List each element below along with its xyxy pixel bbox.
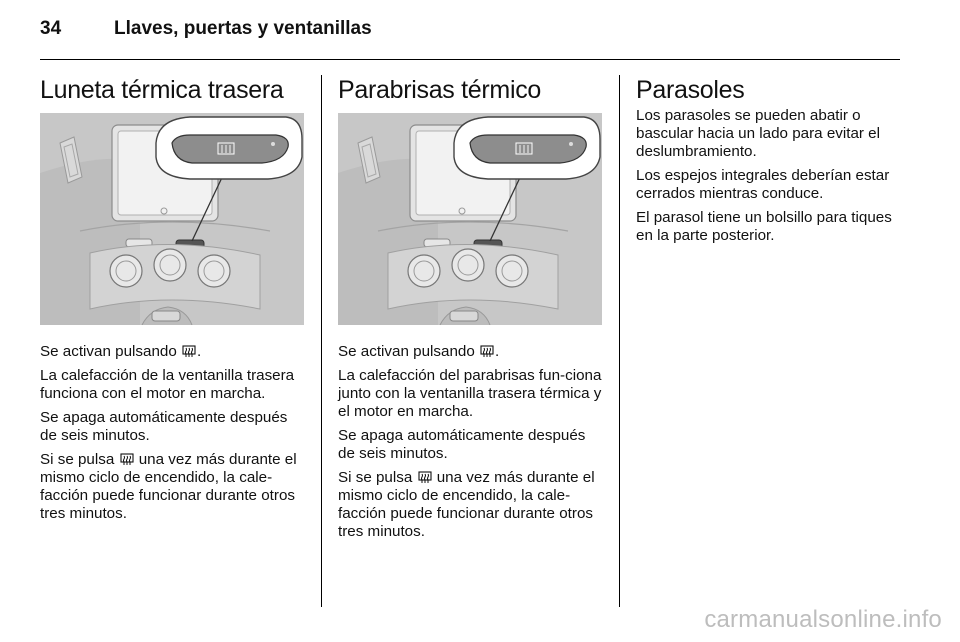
paragraph: Los espejos integrales deberían estar cerrados mientras conduce. <box>636 167 890 202</box>
paragraph: La calefacción de la ventanilla trasera funciona con el motor en marcha. <box>40 367 295 402</box>
rear-defrost-icon <box>480 345 494 358</box>
section-rear-window-heating <box>40 75 306 529</box>
dashboard-illustration <box>40 113 304 325</box>
dashboard-drawing <box>338 113 602 325</box>
dashboard-drawing <box>40 113 304 325</box>
paragraph-text: Se activan pulsando <box>338 343 480 360</box>
header-divider <box>40 59 900 60</box>
dashboard-illustration <box>338 113 602 325</box>
paragraph <box>338 469 604 541</box>
paragraph: El parasol tiene un bolsillo para tiques en la parte posterior. <box>636 209 892 244</box>
paragraph-text: Se activan pulsando <box>40 343 182 360</box>
paragraph-text: . <box>197 343 202 360</box>
paragraph <box>40 343 306 361</box>
column-divider <box>619 75 620 607</box>
paragraph-text: Si se pulsa <box>338 469 417 486</box>
column-divider <box>321 75 322 607</box>
paragraph-text: Si se pulsa <box>40 451 119 468</box>
rear-defrost-icon <box>182 345 196 358</box>
paragraph-text: una vez más durante el mismo ciclo de encendido, la cale‐facción puede funcionar durante otros tres minutos. <box>40 451 297 522</box>
paragraph: Se apaga automáticamente después de seis minutos. <box>338 427 586 462</box>
paragraph <box>338 343 604 361</box>
section-title: Parabrisas térmico <box>338 76 541 104</box>
section-title: Parasoles <box>636 76 745 104</box>
section-title: Luneta térmica trasera <box>40 76 284 104</box>
paragraph: La calefacción del parabrisas fun‐ciona junto con la ventanilla trasera térmica y el motor en marcha. <box>338 367 602 420</box>
paragraph-text: . <box>495 343 500 360</box>
paragraph: Se apaga automáticamente después de seis minutos. <box>40 409 288 444</box>
paragraph-text: una vez más durante el mismo ciclo de encendido, la cale‐facción puede funcionar durante otros tres minutos. <box>338 469 595 540</box>
section-body <box>636 107 904 245</box>
section-body <box>338 343 604 541</box>
page-number: 34 <box>40 18 62 39</box>
paragraph <box>40 451 306 523</box>
section-sun-visors <box>636 75 904 251</box>
paragraph: Los parasoles se pueden abatir o bascular hacia un lado para evitar el deslumbramiento. <box>636 107 880 160</box>
rear-defrost-icon <box>120 453 134 466</box>
chapter-title: Llaves, puertas y ventanillas <box>114 18 372 39</box>
watermark: carmanualsonline.info <box>704 606 942 633</box>
page-header <box>40 14 900 60</box>
section-body <box>40 343 306 523</box>
rear-defrost-icon <box>418 471 432 484</box>
section-heated-windscreen <box>338 75 604 547</box>
